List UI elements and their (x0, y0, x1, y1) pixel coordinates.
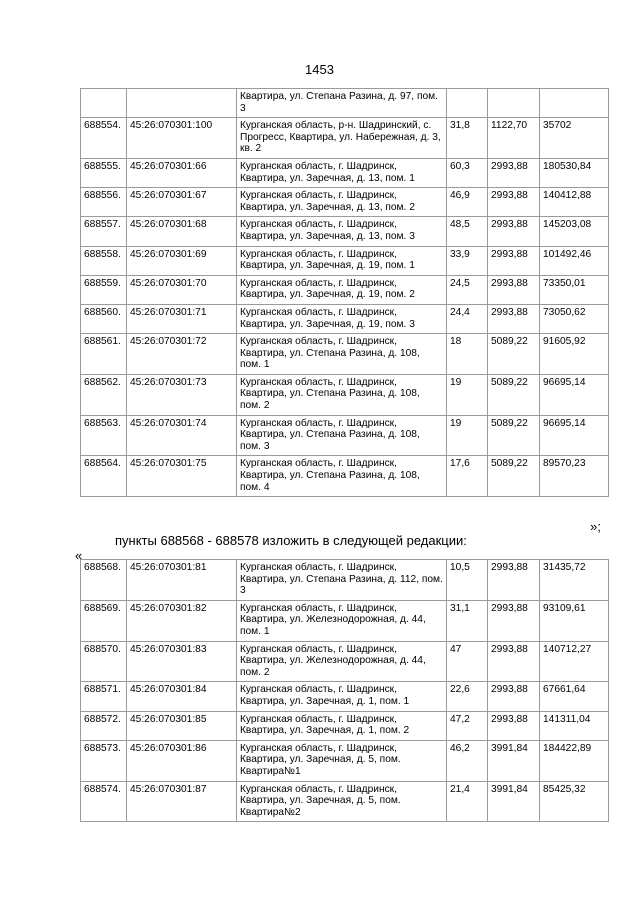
cadastral-value-cell: 31435,72 (540, 560, 609, 601)
property-table-top (80, 88, 609, 497)
row-number-cell: 688570. (81, 641, 127, 682)
address-cell: Курганская область, г. Шадринск, Квартира, ул. Заречная, д. 5, пом. Квартира№2 (237, 781, 447, 822)
area-cell: 46,9 (447, 188, 488, 217)
unit-price-cell: 2993,88 (488, 275, 540, 304)
table-row (81, 275, 609, 304)
unit-price-cell: 2993,88 (488, 600, 540, 641)
row-number-cell: 688568. (81, 560, 127, 601)
address-cell: Курганская область, г. Шадринск, Квартира, ул. Степана Разина, д. 112, пом. 3 (237, 560, 447, 601)
unit-price-cell: 2993,88 (488, 246, 540, 275)
address-cell: Курганская область, г. Шадринск, Квартира, ул. Заречная, д. 5, пом. Квартира№1 (237, 740, 447, 781)
cadastral-value-cell: 91605,92 (540, 334, 609, 375)
table-row (81, 246, 609, 275)
cadastral-number-cell: 45:26:070301:81 (127, 560, 237, 601)
cadastral-value-cell: 141311,04 (540, 711, 609, 740)
area-cell: 19 (447, 415, 488, 456)
cadastral-value-cell: 73050,62 (540, 304, 609, 333)
area-cell: 24,4 (447, 304, 488, 333)
address-cell: Курганская область, г. Шадринск, Квартира, ул. Заречная, д. 19, пом. 2 (237, 275, 447, 304)
area-cell: 48,5 (447, 217, 488, 246)
cadastral-value-cell: 73350,01 (540, 275, 609, 304)
property-table-bottom (80, 559, 609, 822)
table-row (81, 682, 609, 711)
cadastral-value-cell: 140412,88 (540, 188, 609, 217)
cadastral-number-cell: 45:26:070301:87 (127, 781, 237, 822)
unit-price-cell: 2993,88 (488, 641, 540, 682)
row-number-cell: 688560. (81, 304, 127, 333)
unit-price-cell: 3991,84 (488, 740, 540, 781)
unit-price-cell: 2993,88 (488, 217, 540, 246)
unit-price-cell: 2993,88 (488, 682, 540, 711)
opening-quote: « (75, 548, 83, 563)
page-number: 1453 (305, 62, 334, 77)
area-cell: 19 (447, 374, 488, 415)
unit-price-cell: 1122,70 (488, 118, 540, 159)
area-cell: 18 (447, 334, 488, 375)
unit-price-cell (488, 89, 540, 118)
row-number-cell: 688569. (81, 600, 127, 641)
area-cell: 31,1 (447, 600, 488, 641)
address-cell: Курганская область, г. Шадринск, Квартира, ул. Степана Разина, д. 108, пом. 2 (237, 374, 447, 415)
cadastral-number-cell: 45:26:070301:70 (127, 275, 237, 304)
row-number-cell: 688573. (81, 740, 127, 781)
cadastral-value-cell: 96695,14 (540, 374, 609, 415)
row-number-cell: 688557. (81, 217, 127, 246)
row-number-cell: 688559. (81, 275, 127, 304)
address-cell: Квартира, ул. Степана Разина, д. 97, пом. 3 (237, 89, 447, 118)
area-cell (447, 89, 488, 118)
address-cell: Курганская область, г. Шадринск, Квартира, ул. Степана Разина, д. 108, пом. 4 (237, 456, 447, 497)
area-cell: 24,5 (447, 275, 488, 304)
row-number-cell: 688571. (81, 682, 127, 711)
row-number-cell: 688555. (81, 158, 127, 187)
unit-price-cell: 5089,22 (488, 415, 540, 456)
cadastral-number-cell: 45:26:070301:68 (127, 217, 237, 246)
address-cell: Курганская область, г. Шадринск, Квартира, ул. Железнодорожная, д. 44, пом. 1 (237, 600, 447, 641)
cadastral-number-cell: 45:26:070301:84 (127, 682, 237, 711)
cadastral-number-cell: 45:26:070301:74 (127, 415, 237, 456)
unit-price-cell: 2993,88 (488, 188, 540, 217)
cadastral-number-cell: 45:26:070301:83 (127, 641, 237, 682)
table-row (81, 374, 609, 415)
row-number-cell (81, 89, 127, 118)
unit-price-cell: 2993,88 (488, 304, 540, 333)
row-number-cell: 688558. (81, 246, 127, 275)
cadastral-value-cell: 67661,64 (540, 682, 609, 711)
address-cell: Курганская область, г. Шадринск, Квартира, ул. Заречная, д. 19, пом. 3 (237, 304, 447, 333)
cadastral-value-cell (540, 89, 609, 118)
cadastral-number-cell: 45:26:070301:71 (127, 304, 237, 333)
unit-price-cell: 5089,22 (488, 374, 540, 415)
address-cell: Курганская область, г. Шадринск, Квартира, ул. Заречная, д. 13, пом. 3 (237, 217, 447, 246)
cadastral-value-cell: 85425,32 (540, 781, 609, 822)
cadastral-number-cell (127, 89, 237, 118)
table-row (81, 641, 609, 682)
table-row (81, 118, 609, 159)
cadastral-value-cell: 96695,14 (540, 415, 609, 456)
amendment-text: пункты 688568 - 688578 изложить в следующей редакции: (115, 533, 467, 548)
cadastral-number-cell: 45:26:070301:66 (127, 158, 237, 187)
table-row (81, 781, 609, 822)
area-cell: 47,2 (447, 711, 488, 740)
unit-price-cell: 2993,88 (488, 560, 540, 601)
table-row (81, 560, 609, 601)
table-row (81, 600, 609, 641)
table-row (81, 740, 609, 781)
area-cell: 33,9 (447, 246, 488, 275)
cadastral-value-cell: 145203,08 (540, 217, 609, 246)
unit-price-cell: 3991,84 (488, 781, 540, 822)
cadastral-value-cell: 93109,61 (540, 600, 609, 641)
row-number-cell: 688563. (81, 415, 127, 456)
cadastral-number-cell: 45:26:070301:69 (127, 246, 237, 275)
closing-quote: »; (590, 519, 601, 534)
table-row (81, 334, 609, 375)
area-cell: 21,4 (447, 781, 488, 822)
address-cell: Курганская область, г. Шадринск, Квартира, ул. Заречная, д. 13, пом. 2 (237, 188, 447, 217)
area-cell: 60,3 (447, 158, 488, 187)
row-number-cell: 688564. (81, 456, 127, 497)
cadastral-number-cell: 45:26:070301:100 (127, 118, 237, 159)
unit-price-cell: 5089,22 (488, 456, 540, 497)
row-number-cell: 688556. (81, 188, 127, 217)
row-number-cell: 688574. (81, 781, 127, 822)
address-cell: Курганская область, г. Шадринск, Квартира, ул. Заречная, д. 1, пом. 2 (237, 711, 447, 740)
address-cell: Курганская область, г. Шадринск, Квартира, ул. Заречная, д. 19, пом. 1 (237, 246, 447, 275)
address-cell: Курганская область, г. Шадринск, Квартира, ул. Железнодорожная, д. 44, пом. 2 (237, 641, 447, 682)
cadastral-number-cell: 45:26:070301:75 (127, 456, 237, 497)
unit-price-cell: 2993,88 (488, 711, 540, 740)
cadastral-number-cell: 45:26:070301:72 (127, 334, 237, 375)
cadastral-value-cell: 180530,84 (540, 158, 609, 187)
row-number-cell: 688562. (81, 374, 127, 415)
area-cell: 22,6 (447, 682, 488, 711)
unit-price-cell: 2993,88 (488, 158, 540, 187)
cadastral-value-cell: 89570,23 (540, 456, 609, 497)
table-row (81, 415, 609, 456)
cadastral-value-cell: 101492,46 (540, 246, 609, 275)
unit-price-cell: 5089,22 (488, 334, 540, 375)
row-number-cell: 688554. (81, 118, 127, 159)
cadastral-number-cell: 45:26:070301:82 (127, 600, 237, 641)
address-cell: Курганская область, г. Шадринск, Квартира, ул. Заречная, д. 13, пом. 1 (237, 158, 447, 187)
address-cell: Курганская область, р-н. Шадринский, с. Прогресс, Квартира, ул. Набережная, д. 3, кв. 2 (237, 118, 447, 159)
row-number-cell: 688572. (81, 711, 127, 740)
area-cell: 47 (447, 641, 488, 682)
area-cell: 46,2 (447, 740, 488, 781)
cadastral-value-cell: 35702 (540, 118, 609, 159)
cadastral-number-cell: 45:26:070301:67 (127, 188, 237, 217)
table-row (81, 304, 609, 333)
area-cell: 31,8 (447, 118, 488, 159)
table-row (81, 456, 609, 497)
cadastral-number-cell: 45:26:070301:86 (127, 740, 237, 781)
area-cell: 10,5 (447, 560, 488, 601)
area-cell: 17,6 (447, 456, 488, 497)
table-row (81, 711, 609, 740)
cadastral-number-cell: 45:26:070301:73 (127, 374, 237, 415)
cadastral-value-cell: 184422,89 (540, 740, 609, 781)
table-row (81, 158, 609, 187)
cadastral-number-cell: 45:26:070301:85 (127, 711, 237, 740)
row-number-cell: 688561. (81, 334, 127, 375)
address-cell: Курганская область, г. Шадринск, Квартира, ул. Степана Разина, д. 108, пом. 3 (237, 415, 447, 456)
address-cell: Курганская область, г. Шадринск, Квартира, ул. Степана Разина, д. 108, пом. 1 (237, 334, 447, 375)
table-row (81, 188, 609, 217)
table-row (81, 217, 609, 246)
address-cell: Курганская область, г. Шадринск, Квартира, ул. Заречная, д. 1, пом. 1 (237, 682, 447, 711)
table-row (81, 89, 609, 118)
cadastral-value-cell: 140712,27 (540, 641, 609, 682)
